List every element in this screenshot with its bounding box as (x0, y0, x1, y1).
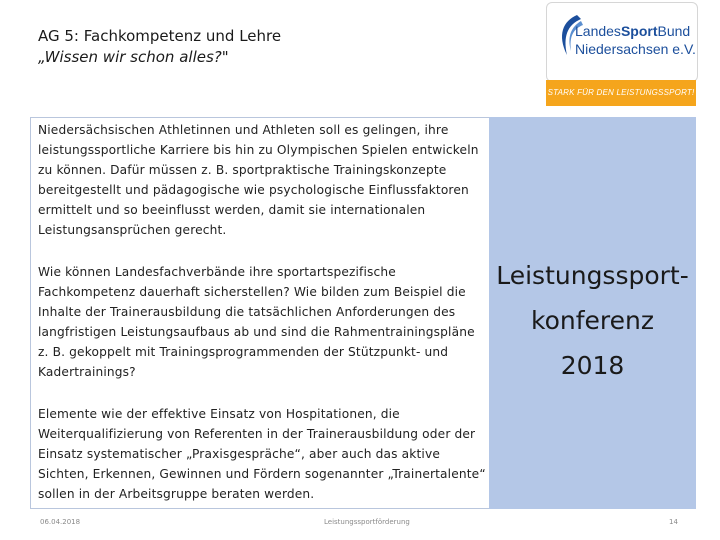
logo-wordmark-line1: LandesSportBund (575, 23, 691, 39)
conference-title (489, 253, 696, 388)
page-number: 14 (669, 518, 678, 526)
conference-year: 2018 (560, 351, 625, 380)
paragraph-1: Niedersächsischen Athletinnen und Athleten soll es gelingen, ihre leistungssportliche Karriere bis hin zu Olympischen Spielen entwickeln zu können. Dafür müssen z. B. sportpraktische Trainingskonzepte bereitgestellt und pädagogische wie psychologische Einflussfaktoren ermittelt und so beeinflusst werden, damit sie internationalen Leistungsansprüchen gerecht. (38, 123, 479, 237)
conference-sidebar (489, 117, 696, 509)
logo-card (546, 2, 698, 82)
slide-subtitle: „Wissen wir schon alles?" (38, 48, 229, 66)
logo-wordmark-line2: Niedersachsen e.V. (575, 41, 696, 57)
footer-date: 06.04.2018 (40, 518, 81, 526)
slide-title-block (38, 26, 281, 68)
content-text-box (30, 117, 491, 509)
logo-tagline: STARK FÜR DEN LEISTUNGSSPORT! (546, 80, 696, 106)
lsb-logo (546, 2, 696, 106)
footer-title: Leistungssportförderung (324, 518, 410, 526)
paragraph-3: Elemente wie der effektive Einsatz von Hospitationen, die Weiterqualifizierung von Referenten in der Trainerausbildung oder der Einsatz systematischer „Praxisgespräche“, aber auch das aktive Sichten, Erkennen, Gewinnen und Fördern sogenannter „Trainertalente“ sollen in der Arbeitsgruppe beraten werden. (38, 407, 486, 501)
paragraph-2: Wie können Landesfachverbände ihre sportartspezifische Fachkompetenz dauerhaft sicherstellen? Wie bilden zum Beispiel die Inhalte der Trainerausbildung die tatsächlichen Anforderungen des langfristigen Leistungsaufbaus ab und sind die Rahmentrainingspläne z. B. gekoppelt mit Trainingsprogrammenden der Stützpunkt- und Kadertrainings? (38, 265, 475, 379)
conference-title-line2: konferenz (531, 306, 654, 335)
slide-title: AG 5: Fachkompetenz und Lehre (38, 27, 282, 45)
conference-title-line1: Leistungssport- (496, 261, 689, 290)
